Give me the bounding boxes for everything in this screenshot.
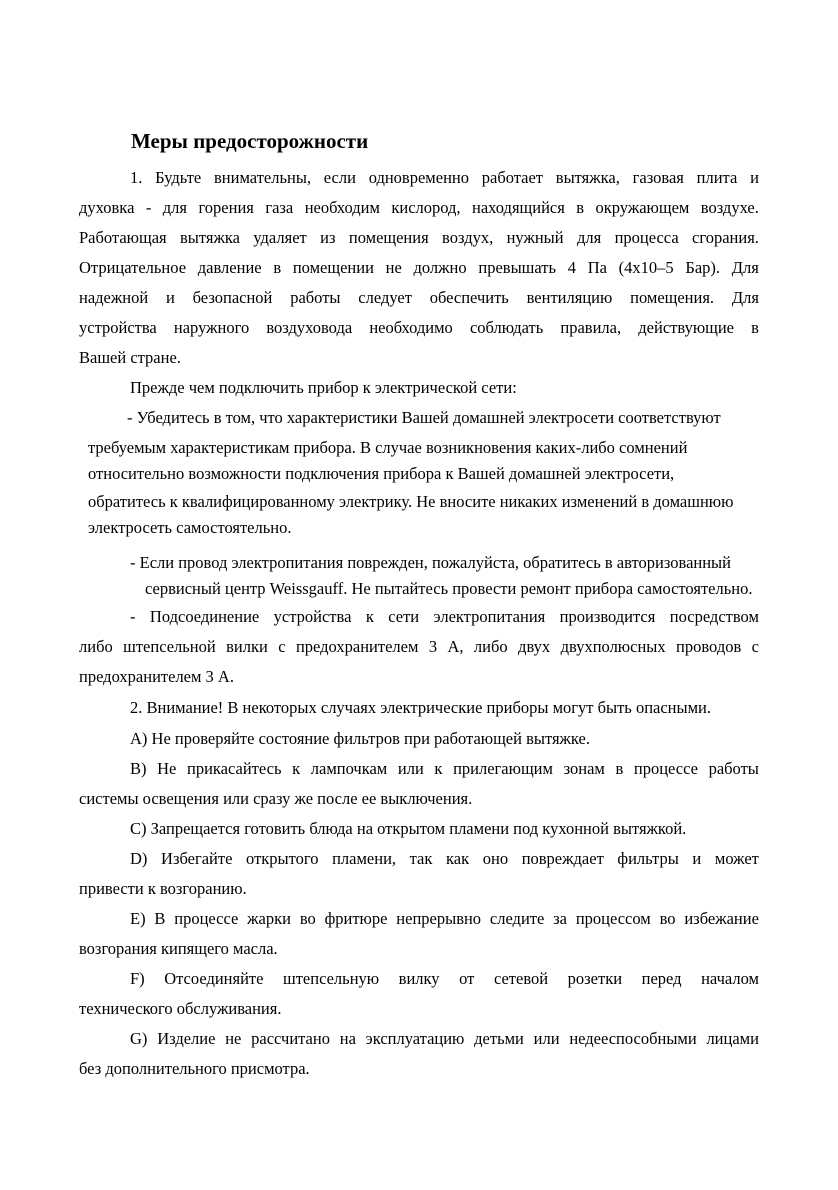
bullet-1-line-5: электросеть самостоятельно. [88,518,292,537]
bullet-3-line-2: либо штепсельной вилки с предохранителем 3 А, либо двух двухполюсных проводов с [79,637,759,656]
item-c: С) Запрещается готовить блюда на открытом пламени под кухонной вытяжкой. [130,819,687,838]
item-e-line-2: возгорания кипящего масла. [79,939,278,958]
item-b-line-1: В) Не прикасайтесь к лампочкам или к прилегающим зонам в процессе работы [130,759,759,778]
bullet-1-line-4: обратитесь к квалифицированному электрику. Не вносите никаких изменений в домашнюю [88,492,734,511]
section-title: Меры предосторожности [131,129,369,153]
item-d-line-1: D) Избегайте открытого пламени, так как оно повреждает фильтры и может [130,849,759,868]
item-g-line-1: G) Изделие не рассчитано на эксплуатацию детьми или недееспособными лицами [130,1029,759,1048]
paragraph-1-line-4: Отрицательное давление в помещении не должно превышать 4 Па (4x10–5 Бар). Для [79,258,759,277]
bullet-2-line-2: сервисный центр Weissgauff. Не пытайтесь провести ремонт прибора самостоятельно. [145,579,753,598]
paragraph-1-line-5: надежной и безопасной работы следует обеспечить вентиляцию помещения. Для [79,288,759,307]
item-d-line-2: привести к возгоранию. [79,879,247,898]
bullet-3-line-1: - Подсоединение устройства к сети электропитания производится посредством [130,607,759,626]
item-f-line-1: F) Отсоединяйте штепсельную вилку от сетевой розетки перед началом [130,969,759,988]
paragraph-2: 2. Внимание! В некоторых случаях электрические приборы могут быть опасными. [130,698,711,717]
item-a: А) Не проверяйте состояние фильтров при работающей вытяжке. [130,729,590,748]
connection-intro: Прежде чем подключить прибор к электрической сети: [130,378,517,397]
item-b-line-2: системы освещения или сразу же после ее выключения. [79,789,473,808]
paragraph-1-line-2: духовка - для горения газа необходим кислород, находящийся в окружающем воздухе. [79,198,759,217]
paragraph-1-line-7: Вашей стране. [79,348,181,367]
item-g-line-2: без дополнительного присмотра. [79,1059,310,1078]
paragraph-1-line-1: 1. Будьте внимательны, если одновременно работает вытяжка, газовая плита и [130,168,759,187]
bullet-1-line-3: относительно возможности подключения прибора к Вашей домашней электросети, [88,464,675,483]
paragraph-1-line-6: устройства наружного воздуховода необходимо соблюдать правила, действующие в [79,318,759,337]
bullet-2-line-1: - Если провод электропитания поврежден, пожалуйста, обратитесь в авторизованный [130,553,731,572]
bullet-1-line-1: - Убедитесь в том, что характеристики Вашей домашней электросети соответствуют [127,408,721,427]
item-e-line-1: Е) В процессе жарки во фритюре непрерывно следите за процессом во избежание [130,909,759,928]
item-f-line-2: технического обслуживания. [79,999,282,1018]
bullet-3-line-3: предохранителем 3 А. [79,667,234,686]
bullet-1-line-2: требуемым характеристикам прибора. В случае возникновения каких-либо сомнений [88,438,688,457]
paragraph-1-line-3: Работающая вытяжка удаляет из помещения воздух, нужный для процесса сгорания. [79,228,759,247]
